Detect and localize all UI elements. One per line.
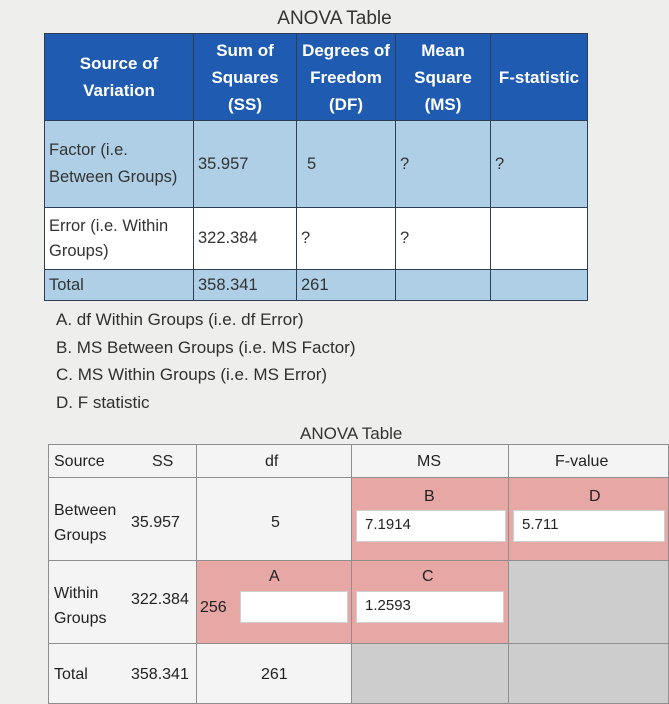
cell-f-answer-d [509, 478, 669, 561]
question-b: B. MS Between Groups (i.e. MS Factor) [56, 337, 356, 357]
answer-label-b: B [424, 488, 435, 505]
header-source: Source SS [49, 445, 197, 478]
cell-source-ss: Between Groups 35.957 [49, 478, 197, 561]
answer-label-a: A [269, 568, 280, 585]
bottom-table-title: ANOVA Table [300, 424, 403, 443]
header-ms: MS [352, 445, 509, 478]
table-row-error [45, 208, 588, 270]
cell-empty [352, 644, 509, 704]
header-df: df [197, 445, 352, 478]
cell-df: 5 [297, 121, 396, 208]
cell-source-ss: Within Groups 322.384 [49, 561, 197, 644]
question-c: C. MS Within Groups (i.e. MS Error) [56, 365, 328, 384]
header-source-of-variation: Source of Variation [45, 34, 194, 121]
ms-between-input[interactable]: 7.1914 [356, 510, 506, 542]
cell-f: ? [491, 121, 588, 208]
table-row-factor [45, 121, 588, 208]
cell-f [491, 208, 588, 270]
cell-ss: 358.341 [194, 270, 297, 301]
cell-ms [396, 270, 491, 301]
top-table-title: ANOVA Table [277, 8, 392, 29]
header-mean-square: Mean Square (MS) [396, 34, 491, 121]
cell-ms: ? [396, 121, 491, 208]
cell-df: 261 [297, 270, 396, 301]
anova-table-top [44, 33, 588, 301]
header-f-value: F-value [509, 445, 669, 478]
cell-df: 5 [197, 478, 352, 561]
f-value-input[interactable]: 5.711 [513, 510, 665, 542]
cell-source-ss: Total 358.341 [49, 644, 197, 704]
ms-within-input[interactable]: 1.2593 [356, 591, 504, 623]
cell-df: ? [297, 208, 396, 270]
cell-ms-answer-b [352, 478, 509, 561]
answer-label-d: D [589, 488, 601, 505]
table-row-between [49, 478, 669, 561]
header-f-statistic: F-statistic [491, 34, 588, 121]
answer-label-c: C [422, 568, 434, 585]
cell-ss: 322.384 [194, 208, 297, 270]
cell-ms: ? [396, 208, 491, 270]
cell-ms-answer-c [352, 561, 509, 644]
cell-source: Factor (i.e. Between Groups) [45, 121, 194, 208]
cell-source: Total [45, 270, 194, 301]
question-list [56, 306, 355, 416]
table-row-within [49, 561, 669, 644]
cell-f [491, 270, 588, 301]
df-within-input[interactable] [240, 591, 348, 623]
header-degrees-of-freedom: Degrees of Freedom (DF) [297, 34, 396, 121]
question-a: A. df Within Groups (i.e. df Error) [56, 310, 304, 329]
cell-df: 261 [197, 644, 352, 704]
cell-source: Error (i.e. Within Groups) [45, 208, 194, 270]
cell-df-answer-a: 256 A [197, 561, 352, 644]
cell-empty [509, 561, 669, 644]
question-d: D. F statistic [56, 392, 150, 412]
table-row-total [49, 644, 669, 704]
cell-empty [509, 644, 669, 704]
cell-ss: 35.957 [194, 121, 297, 208]
table-row-header [49, 445, 669, 478]
anova-table-bottom [48, 444, 669, 704]
table-row-total [45, 270, 588, 301]
header-sum-of-squares: Sum of Squares (SS) [194, 34, 297, 121]
